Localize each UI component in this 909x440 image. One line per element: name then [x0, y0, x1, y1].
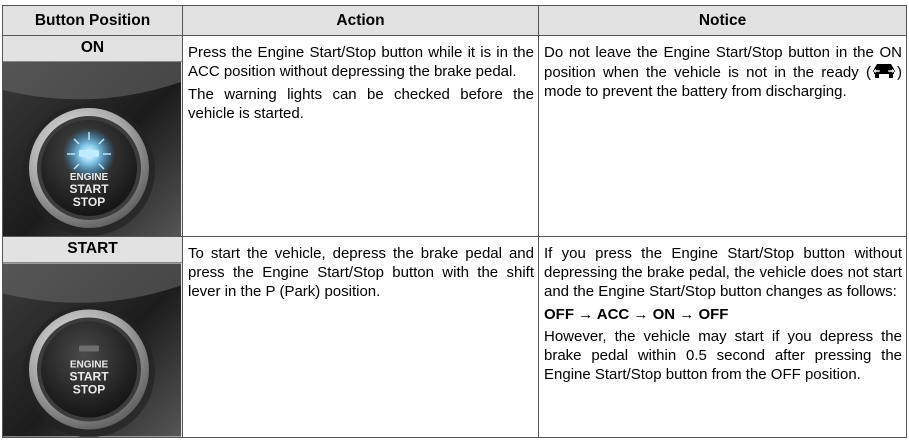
notice-cell-start: [539, 237, 907, 438]
position-cell-on: [3, 36, 183, 237]
notice-start-text-2: However, the vehicle may start if you depress the brake pedal within 0.5 second after pressing the Engine Start/Stop button from the OFF position.: [544, 328, 902, 383]
table-row-on: [3, 36, 907, 237]
action-cell-on: [183, 36, 539, 237]
indicator-light: [79, 150, 99, 157]
action-cell-start: [183, 237, 539, 438]
notice-on-text-before: Do not leave the Engine Start/Stop button in the ON position when the vehicle is not in the ready (: [544, 44, 902, 81]
action-on-text-2: The warning lights can be checked before the vehicle is started.: [188, 86, 534, 122]
action-start-text: To start the vehicle, depress the brake pedal and press the Engine Start/Stop button with the shift lever in the P (Park) position.: [188, 245, 534, 300]
start-stop-table: [2, 5, 907, 438]
notice-on-text-after: ) mode to prevent the battery from discharging.: [544, 64, 902, 100]
header-action: Action: [183, 6, 539, 36]
engine-button-on-image: [3, 62, 181, 236]
button-text-engine: ENGINE: [69, 359, 109, 371]
action-on-text-1: Press the Engine Start/Stop button while it is in the ACC position without depressing the brake pedal.: [188, 44, 534, 80]
header-notice: Notice: [539, 6, 907, 36]
header-button-position: Button Position: [3, 6, 183, 36]
position-cell-start: [3, 237, 183, 438]
position-label-on: ON: [3, 36, 182, 62]
table-row-start: [3, 237, 907, 438]
notice-cell-on: [539, 36, 907, 237]
ready-car-icon: [872, 62, 896, 80]
mode-sequence: OFF → ACC → ON → OFF: [544, 306, 729, 323]
notice-start-text-1: If you press the Engine Start/Stop button without depressing the brake pedal, the vehicle does not start and the Engine Start/Stop button changes as follows:: [544, 245, 902, 300]
position-label-start: START: [3, 237, 182, 263]
button-text-stop: STOP: [72, 195, 106, 209]
button-text-start: START: [69, 182, 109, 196]
indicator-light-off: [79, 346, 99, 352]
notice-on-text: [544, 43, 902, 101]
header-row: [3, 6, 907, 36]
engine-button-start-image: [3, 263, 181, 437]
button-text-stop: STOP: [72, 382, 106, 397]
button-text-start: START: [69, 369, 109, 384]
button-text-engine: ENGINE: [69, 172, 109, 183]
